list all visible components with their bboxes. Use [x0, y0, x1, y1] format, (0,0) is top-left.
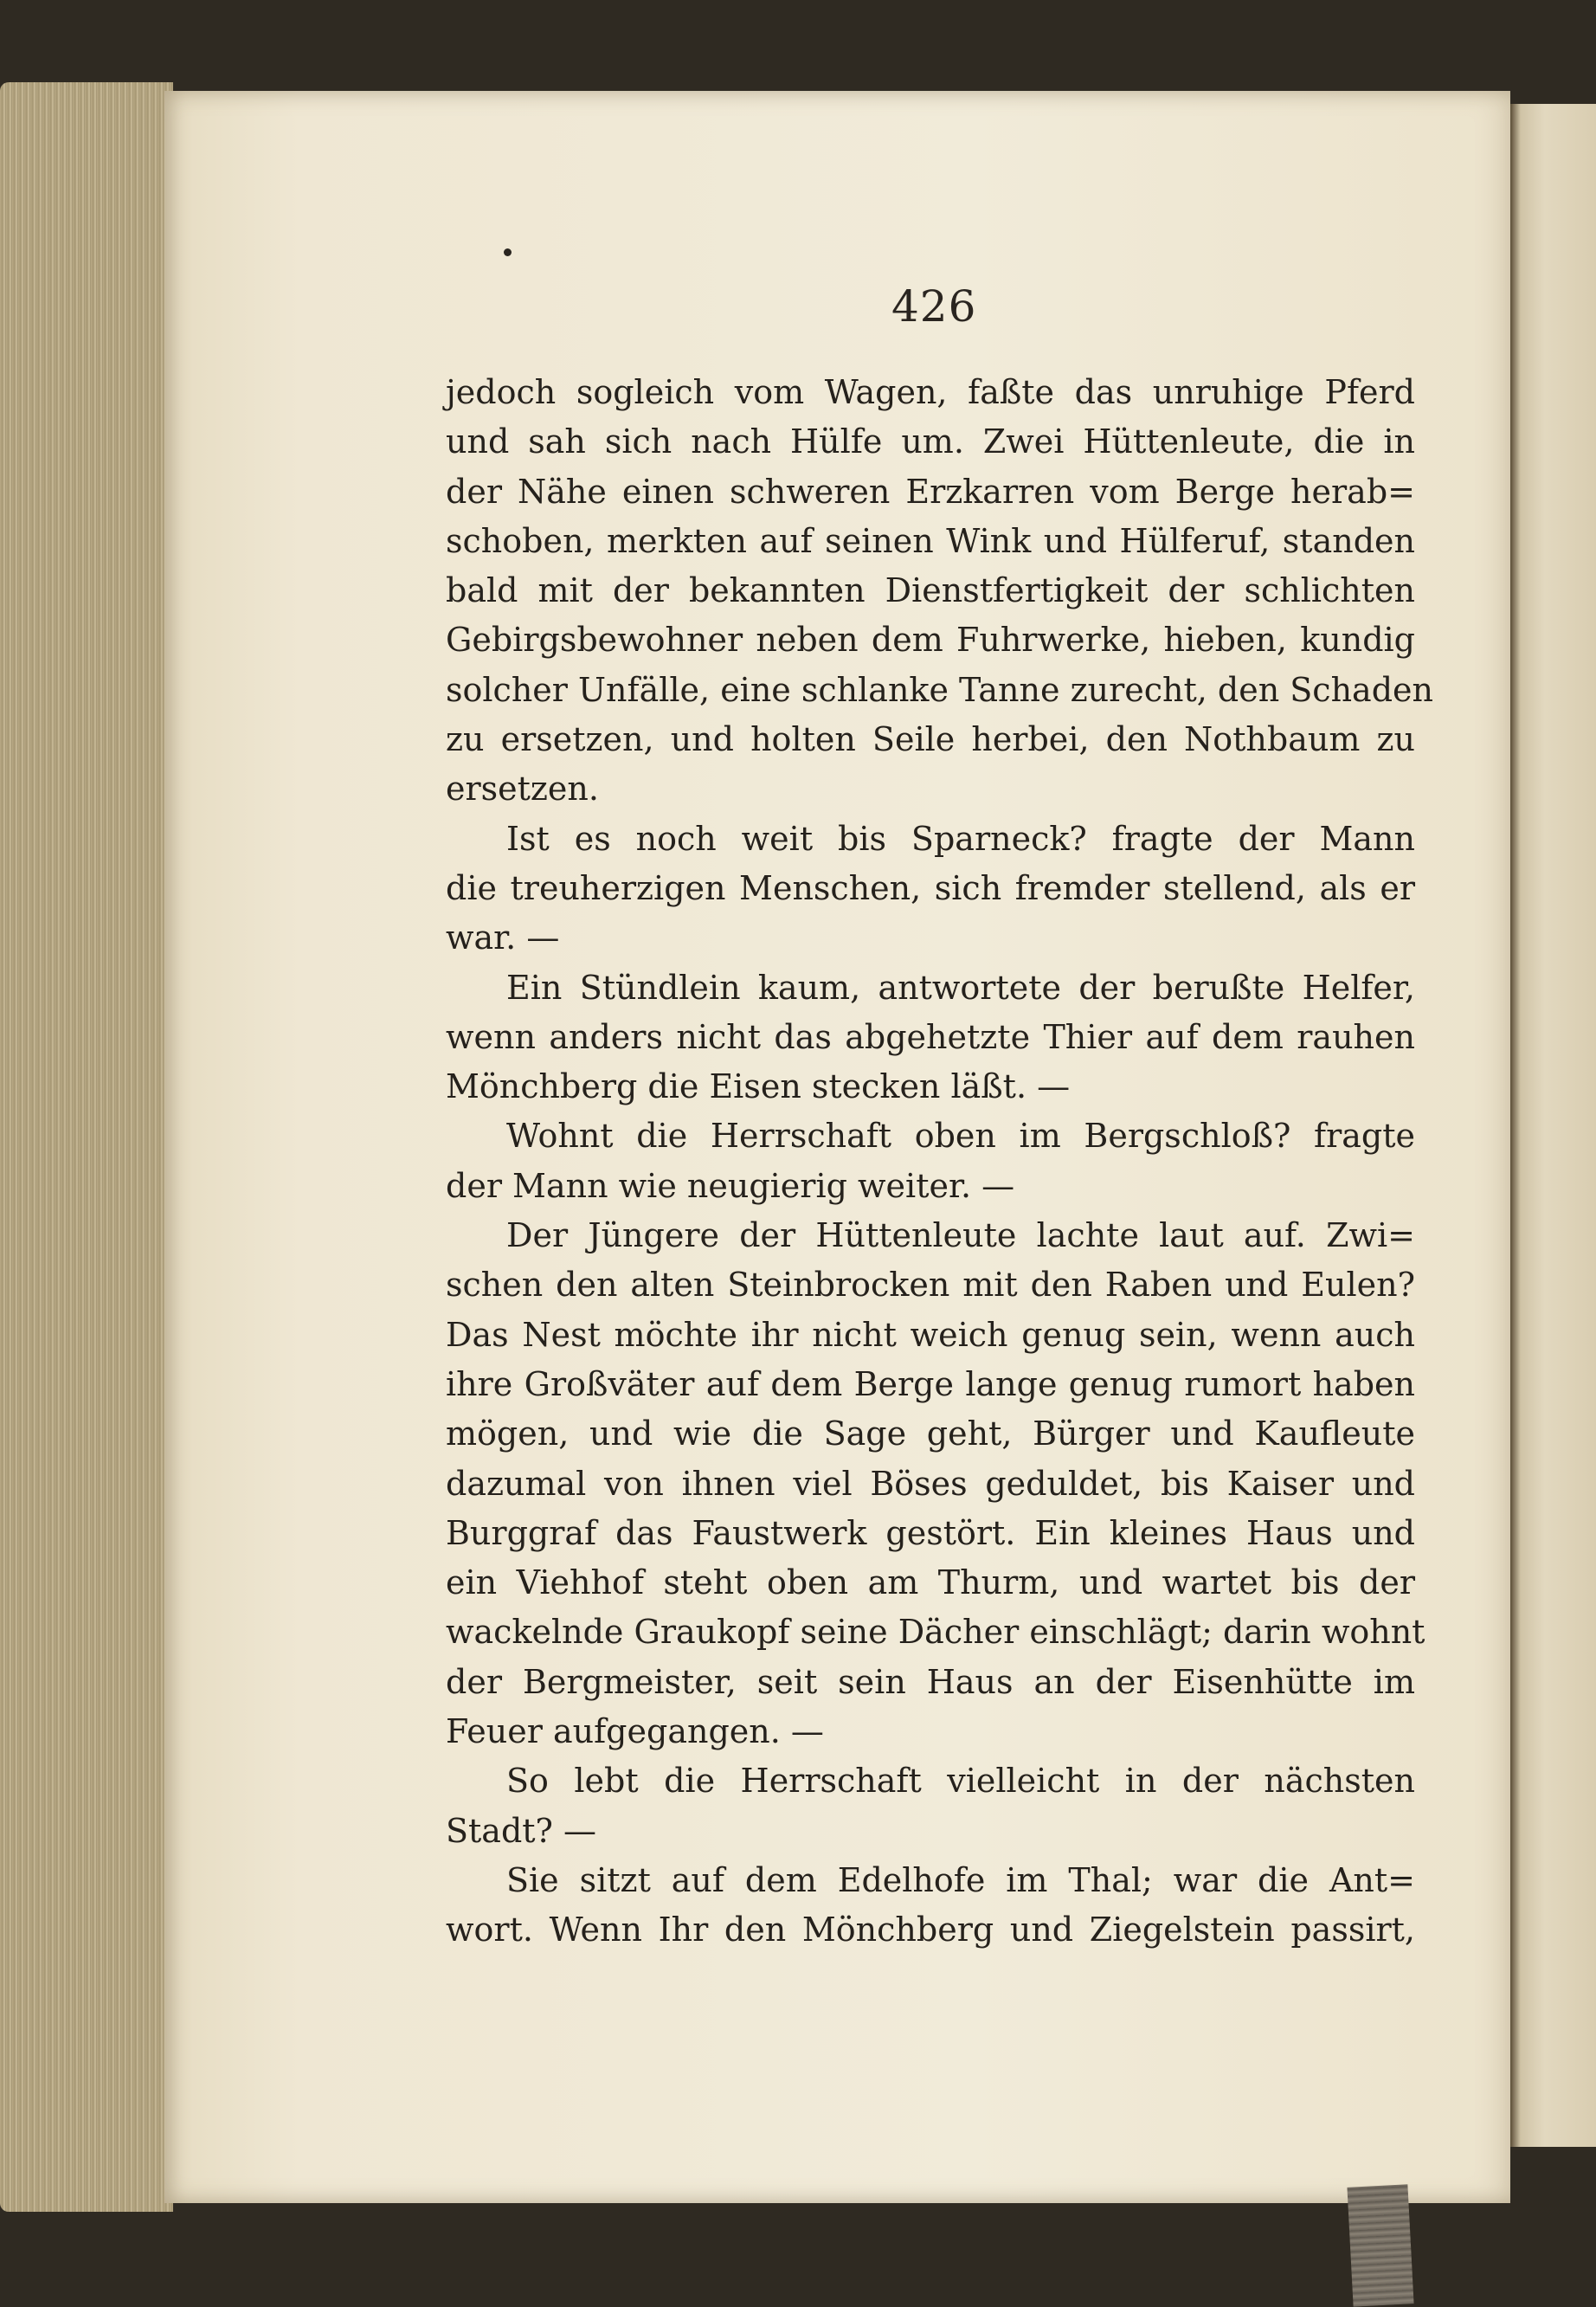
text-line: Der Jüngere der Hüttenleute lachte laut auf. Zwi=	[506, 1216, 1415, 1255]
text-line: bald mit der bekannten Dienstfertigkeit der schlichten	[446, 571, 1415, 610]
text-line: der Nähe einen schweren Erzkarren vom Berge herab=	[446, 472, 1415, 511]
text-line: So lebt die Herrschaft vielleicht in der nächsten	[506, 1762, 1415, 1801]
facing-page-edge	[1510, 104, 1596, 2147]
text-line: Burggraf das Faustwerk gestört. Ein kleines Haus und	[446, 1513, 1415, 1552]
text-line: jedoch sogleich vom Wagen, faßte das unruhige Pferd	[446, 373, 1415, 411]
text-line: dazumal von ihnen viel Böses geduldet, bis Kaiser und	[446, 1464, 1415, 1503]
text-line: Wohnt die Herrschaft oben im Bergschloß? fragte	[506, 1117, 1415, 1156]
text-line: Das Nest möchte ihr nicht weich genug sein, wenn auch	[446, 1315, 1415, 1354]
text-line: und sah sich nach Hülfe um. Zwei Hüttenleute, die in	[446, 422, 1415, 461]
text-line: wenn anders nicht das abgehetzte Thier auf dem rauhen	[446, 1017, 1415, 1056]
text-line: der Mann wie neugierig weiter. —	[446, 1166, 1015, 1205]
body-text	[446, 368, 1434, 1956]
text-line: mögen, und wie die Sage geht, Bürger und Kaufleute	[446, 1414, 1415, 1453]
text-line: war. —	[446, 918, 560, 957]
text-line: ein Viehhof steht oben am Thurm, und wartet bis der	[446, 1563, 1415, 1602]
text-line: zu ersetzen, und holten Seile herbei, den Nothbaum zu	[446, 720, 1415, 759]
text-line: ihre Großväter auf dem Berge lange genug rumort haben	[446, 1364, 1415, 1403]
ribbon-bookmark	[1347, 2184, 1413, 2306]
text-line: schoben, merkten auf seinen Wink und Hülferuf, standen	[446, 521, 1415, 560]
ink-dot	[504, 248, 512, 256]
text-line: Gebirgsbewohner neben dem Fuhrwerke, hieben, kundig	[446, 621, 1415, 660]
text-line: schen den alten Steinbrocken mit den Raben und Eulen?	[446, 1266, 1415, 1305]
text-line: die treuherzigen Menschen, sich fremder stellend, als er	[446, 868, 1415, 907]
text-line: Feuer aufgegangen. —	[446, 1712, 824, 1751]
text-line: Stadt? —	[446, 1811, 597, 1850]
text-line: Ein Stündlein kaum, antwortete der berußte Helfer,	[506, 968, 1415, 1007]
page-edges	[0, 82, 173, 2212]
text-line: der Bergmeister, seit sein Haus an der Eisenhütte im	[446, 1662, 1415, 1701]
text-line: ersetzen.	[446, 770, 599, 809]
page-number: 426	[891, 281, 977, 332]
text-line: wort. Wenn Ihr den Mönchberg und Ziegelstein passirt,	[446, 1911, 1415, 1949]
text-line: solcher Unfälle, eine schlanke Tanne zurecht, den Schaden	[446, 670, 1434, 709]
text-line: wackelnde Graukopf seine Dächer einschlägt; darin wohnt	[446, 1613, 1425, 1652]
text-line: Mönchberg die Eisen stecken läßt. —	[446, 1067, 1071, 1106]
text-line: Ist es noch weit bis Sparneck? fragte der Mann	[506, 819, 1415, 858]
text-line: Sie sitzt auf dem Edelhofe im Thal; war die Ant=	[506, 1860, 1415, 1899]
